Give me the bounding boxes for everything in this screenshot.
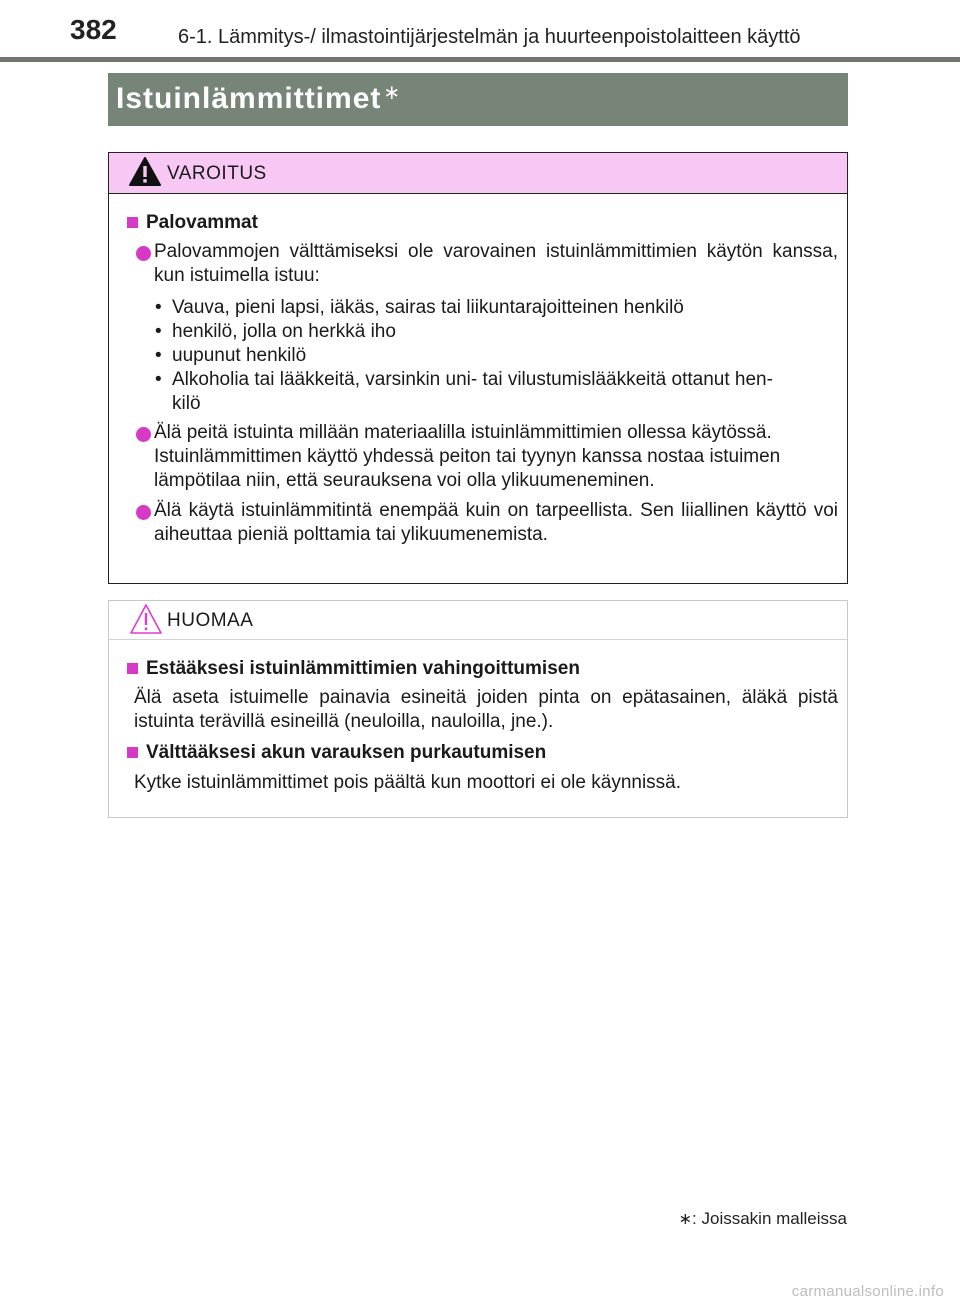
notice-heading-1-text: Estääksesi istuinlämmittimien vahingoittumisen [146, 658, 580, 679]
list-item-text: uupunut henkilö [172, 345, 307, 366]
warning-heading-text: Palovammat [146, 212, 258, 233]
page-number: 382 [70, 14, 117, 45]
warning-content [109, 153, 847, 583]
footnote-text: : Joissakin malleissa [692, 1209, 847, 1228]
square-bullet-icon [127, 217, 138, 228]
footnote [679, 1209, 847, 1229]
section-title [116, 82, 401, 116]
footnote-marker: ∗ [383, 82, 402, 104]
square-bullet-icon [127, 747, 138, 758]
footnote-star: ∗ [678, 1211, 693, 1228]
chapter-title: 6-1. Lämmitys-/ ilmastointijärjestelmän ja huurteenpoistolaitteen käyttö [178, 26, 801, 48]
section-title-bar [108, 73, 848, 126]
section-title-text: Istuinlämmittimet [116, 82, 382, 115]
list-item-text: Alkoholia tai lääkkeitä, varsinkin uni- tai vilustumislääkkeitä ottanut hen- [172, 369, 773, 390]
notice-content [109, 601, 847, 817]
list-item: • Alkoholia tai lääkkeitä, varsinkin uni- tai vilustumislääkkeitä ottanut hen- [155, 369, 773, 390]
notice-paragraph-1: Älä aseta istuimelle painavia esineitä joiden pinta on epätasainen, äläkä pistä istuinta terävillä esineillä (neuloilla, nauloilla, jne.). [134, 687, 838, 732]
list-item: • Vauva, pieni lapsi, iäkäs, sairas tai liikuntarajoitteinen henkilö [155, 297, 684, 318]
round-bullet-icon [136, 246, 151, 261]
square-bullet-icon [127, 663, 138, 674]
notice-heading-2-text: Välttääksesi akun varauksen purkautumisen [146, 742, 547, 763]
warning-paragraph-2-line-3: lämpötilaa niin, että seurauksena voi olla ylikuumeneminen. [154, 470, 655, 491]
list-item: • uupunut henkilö [155, 345, 307, 366]
list-item: • henkilö, jolla on herkkä iho [155, 321, 396, 342]
watermark: carmanualsonline.info [791, 1283, 944, 1300]
notice-box [108, 600, 848, 818]
notice-paragraph-2: Kytke istuinlämmittimet pois päältä kun moottori ei ole käynnissä. [134, 772, 682, 793]
warning-paragraph-3: Älä käytä istuinlämmitintä enempää kuin on tarpeellista. Sen liiallinen käyttö voi aiheuttaa pieniä polttamia tai ylikuumenemista. [154, 500, 838, 545]
list-item-continuation: kilö [172, 393, 201, 414]
warning-box [108, 152, 848, 584]
warning-paragraph-2-line-1: Älä peitä istuinta millään materiaalilla istuinlämmittimien ollessa käytössä. [154, 422, 772, 443]
warning-heading [127, 211, 258, 235]
warning-paragraph-1: Palovammojen välttämiseksi ole varovainen istuinlämmittimien käytön kanssa, kun istuimella istuu: [154, 241, 838, 286]
warning-label: VAROITUS [167, 163, 267, 184]
round-bullet-icon [136, 505, 151, 520]
warning-paragraph-2-line-2: Istuinlämmittimen käyttö yhdessä peiton tai tyynyn kanssa nostaa istuimen [154, 446, 781, 467]
header-rule [0, 57, 960, 62]
list-item-text: henkilö, jolla on herkkä iho [172, 321, 396, 342]
notice-label: HUOMAA [167, 610, 254, 631]
page-header [0, 0, 960, 60]
round-bullet-icon [136, 427, 151, 442]
list-item-text: Vauva, pieni lapsi, iäkäs, sairas tai liikuntarajoitteinen henkilö [172, 297, 684, 318]
notice-heading-2 [127, 741, 546, 765]
notice-heading-1 [127, 657, 580, 681]
